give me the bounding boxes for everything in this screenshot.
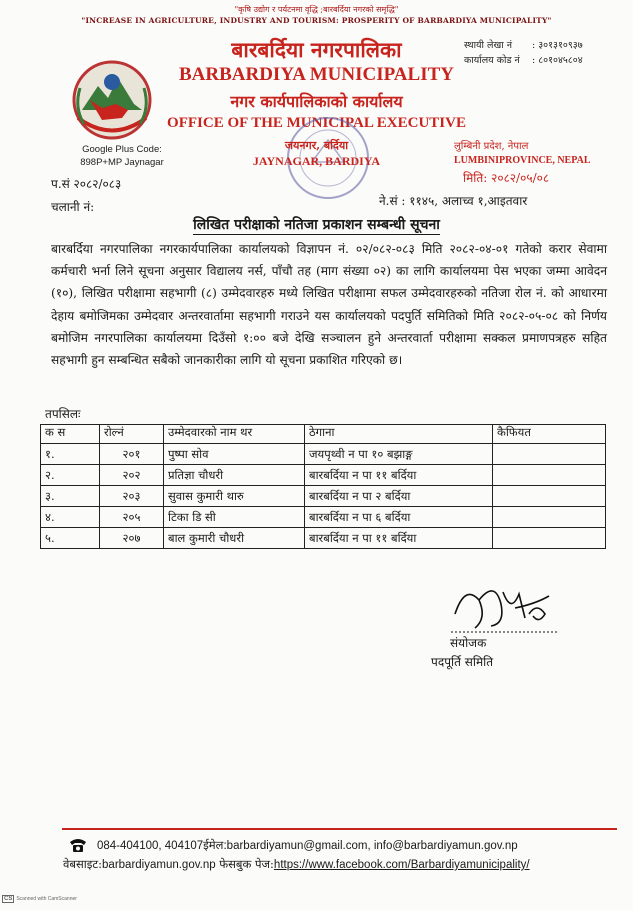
cell-remarks [493,486,606,507]
footer-web [63,857,530,872]
footer-contact: 084-404100, 404107ईमेल:barbardiyamun@gmail.com, info@barbardiyamun.gov.np [97,840,518,852]
header-roll: रोल्नं [100,425,164,444]
header-remarks: कैफियत [493,425,606,444]
facebook-label: फेसबुक पेज: [215,857,274,871]
cell-serial: ४. [41,507,100,528]
cell-roll: २०२ [100,465,164,486]
header-name: उम्मेदवारको नाम थर [164,425,305,444]
office-name-nepali: नगर कार्यपालिकाको कार्यालय [230,92,403,111]
cell-name: बाल कुमारी चौधरी [164,528,305,549]
municipality-name-nepali: बारबर्दिया नगरपालिका [231,37,402,62]
office-name-english: OFFICE OF THE MUNICIPAL EXECUTIVE [167,115,466,131]
cell-address: बारबर्दिया न पा ११ बर्दिया [305,465,493,486]
signatory-role: संयोजक [450,636,487,650]
table-row [41,465,606,486]
scanner-watermark [2,895,77,903]
google-plus-label: Google Plus Code: [82,144,162,155]
cell-serial: २. [41,465,100,486]
municipality-name-english: BARBARDIYA MUNICIPALITY [178,64,454,85]
cell-name: प्रतिज्ञा चौधरी [164,465,305,486]
slogan-english: "INCREASE IN AGRICULTURE, INDUSTRY AND TOURISM: PROSPERITY OF BARBARDIYA MUNICIPALITY" [81,16,552,25]
dispatch-number: चलानी नं: [51,200,95,214]
address-nepali: जयनगर, बर्दिया [284,139,349,152]
cell-remarks [493,465,606,486]
candidate-table [40,424,606,549]
table-row [41,444,606,465]
notice-title-text: लिखित परीक्षाको नतिजा प्रकाशन सम्बन्धी सूचना [193,217,440,233]
office-ids [464,38,583,68]
province-block [454,140,591,168]
camscanner-icon: CS [4,896,13,902]
cell-serial: १. [41,444,100,465]
table-row [41,486,606,507]
issue-date: मिति: २०८२/०५/०८ [463,171,550,185]
committee-name: पदपूर्ति समिति [431,655,494,669]
permanent-account-label: स्थायी लेखा नं [464,40,512,51]
office-code-value: : ८०१०४५८०४ [532,55,583,66]
slogan-nepali: "कृषि उद्योग र पर्यटनमा वृद्धि ;बारबर्दिया नगरको समृद्धि" [234,5,399,14]
office-code-label: कार्यालय कोड नं [464,55,520,66]
cell-remarks [493,528,606,549]
nepal-sambat-date: ने.सं : ११४५, अलाच्व १,आइतवार [379,194,528,208]
table-header-row [41,425,606,444]
cell-roll: २०३ [100,486,164,507]
letter-number: प.सं २०८२/०८३ [51,177,122,191]
website-link[interactable]: barbardiyamun.gov.np [102,859,216,871]
province-english: LUMBINIPROVINCE, NEPAL [454,155,591,166]
cell-roll: २०१ [100,444,164,465]
table-row [41,507,606,528]
table-caption: तपसिलः [45,407,81,421]
phone-icon [68,836,88,854]
cell-serial: ३. [41,486,100,507]
facebook-link[interactable]: https://www.facebook.com/Barbardiyamunicipality/ [273,859,530,871]
cell-address: जयपृथ्वी न पा १० बझाङ्ग [305,444,493,465]
cell-serial: ५. [41,528,100,549]
notice-body: बारबर्दिया नगरपालिका नगरकार्यपालिका कार्यालयको विज्ञापन नं. ०२/०८२-०८३ मिति २०८२-०४-०१ गतेको करार सेवामा कर्मचारी भर्ना लिने सूचना अनुसार विद्यालय नर्स, पाँचौ तह (माग संख्या ०२) का लागि कार्यालयमा पेस भएका जम्मा आवेदन (१०), लिखित परीक्षामा सहभागी (८) उम्मेदवारहरु मध्ये लिखित परीक्षामा सफल उम्मेदवारहरुको नतिजा रोल नं. को आधारमा देहाय बमोजिमका उम्मेदवार अन्तरवार्तामा सहभागी गराउने यस कार्यालयको पदपुर्ति समितिको मिति २०८२-०५-०८ को निर्णय बमोजिम नगरपालिका कार्यालयमा दिउँसो १:०० बजे देखि सञ्चालन हुने अन्तरवार्ता परीक्षामा सक्कल प्रमाणपत्रहरु सहित सहभागी हुन सम्बन्धित सबैको जानकारीका लागि यो सूचना प्रकाशित गरिएको छ। [51,242,607,368]
cell-remarks [493,507,606,528]
google-plus-value: 898P+MP Jaynagar [80,157,164,168]
google-plus-code [52,143,192,169]
cell-address: बारबर्दिया न पा ११ बर्दिया [305,528,493,549]
cell-address: बारबर्दिया न पा ६ बर्दिया [305,507,493,528]
signature-scribble [445,574,565,636]
table-row [41,528,606,549]
header-address: ठेगाना [305,425,493,444]
scanner-text: Scanned with CamScanner [16,896,77,902]
cell-roll: २०५ [100,507,164,528]
cell-remarks [493,444,606,465]
cell-name: टिका डि सी [164,507,305,528]
website-label: वेबसाइट: [63,857,103,871]
permanent-account-value: : ३०१३१०९३७ [532,40,583,51]
header-serial: क स [41,425,100,444]
notice-title [0,215,633,234]
cell-name: सुवास कुमारी थारु [164,486,305,507]
province-nepali: लुम्बिनी प्रदेश, नेपाल [454,141,529,152]
cell-address: बारबर्दिया न पा २ बर्दिया [305,486,493,507]
cell-name: पुष्पा सोव [164,444,305,465]
address-english: JAYNAGAR, BARDIYA [252,154,381,168]
footer-divider [62,828,617,830]
cell-roll: २०७ [100,528,164,549]
